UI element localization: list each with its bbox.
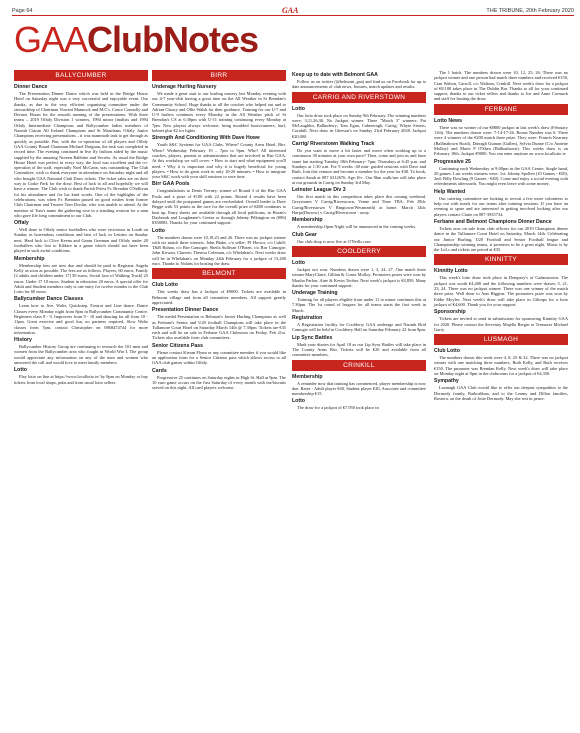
note-body: Training for all players eligible from under 11 to minor continues this at 7.30pm. The 1st round of leagues for all teams starts the first week in March. [292,297,426,313]
club-band-carrig-and-riverstown: CARRIG AND RIVERSTOWN [292,92,426,103]
club-band-ferbane: FERBANE [434,104,568,115]
masthead-light: GAA [14,19,88,60]
note-heading: Offaly [14,220,29,227]
club-band-birr: BIRR [152,70,286,81]
note-body: A reminder now that training has commenced, player membership is now due. Rates - Adult player €40, Student player €20, Associate and committee membership €15. [292,380,426,397]
note-heading: Presentation Dinner Dance [152,307,219,314]
note-body: Jackpot not won. Numbers drawn were 1, 3, 24, 27. One match three winner MaryClaire, Gillian & Conor Molloy. Promoters prizes were won by Martha Parlon, Aine & Kevin Tooher. Next week's jackpot is €4,850. Many thanks for your continued support. [292,266,426,288]
note-body: Learn how to Jive, Waltz, Quickstep, Foxtrot and Line dance. Dance Classes every Monday night from 8pm in Ballycumber Community Centre. Beginners class 8 - 9, Improvers from 9 - 10 and dancing for all from 10 - 11pm. Great exercise and good fun, no partners required. Slow Waltz classes from 7pm, contact Christopher on 0868474744 for more information. [14,303,148,335]
note-body: Well done to Offaly senior footballers who were victorious in Louth on Sunday in horrendous conditions and best of luck in Leitrim on Sunday next. Hard luck to Clive Keena and Garan Grennan and Offaly under 20 footballers who lost to Kildare in a game which should not have been played in such awful conditions. [14,227,148,254]
note-heading: Club Lotto [434,348,460,355]
note-heading: Lotto News [434,117,462,124]
issue-date: THE TRIBUNE, 20th February 2020 [486,8,574,14]
note-body: The numbers drawn this week were 4, 8, 25 & 32. There was no jackpot winner with one matching three numbers, Ruth Kelly, and Ruth receives €150. The promoter was Brendan Kelly. Next week's draw will take place on Monday night at 9pm in the clubrooms for a jackpot of €4,350. [434,355,568,376]
note-heading: Lotto [292,398,305,405]
note-body: Progressive 25 continues on Saturday nights in High St. Hall at 9pm. The 10 euro game occurs on the first Saturday of every month with tea/biscuits served on this night. All card players welcome. [152,374,286,391]
note-body: Ballycumber History Group are continuing to research the 101 men and women from the Ballycumber area who fought in World War I. The group would appreciate any information on any of the men and women who answered the call and would love to meet family members. [14,344,148,366]
note-heading: Ferbane and Belmont Champions Dinner Dance [434,218,552,225]
note-heading: Progressive 25 [434,158,471,165]
note-body: Tickets are invited to send in submissions for sponsoring Kinnitty GAA for 2020. Please contact the Secretary Majella Bergin or Treasurer Michael Garry. [434,316,568,332]
note-heading: Lip Sync Battles [292,334,333,341]
note-body: Please contact Kieran Flynn or any committee member if you would like an application form for a Senior Citizens pass which allows access to all GAA club games within Offaly. [152,349,286,366]
masthead-bold: ClubNotes [87,19,259,60]
note-heading: Underage Hurling Nursery [152,84,217,90]
header-rule [12,15,574,16]
note-body: The Presentation Dinner Dance which was held in the Bridge House Hotel on Saturday night was a very successful and enjoyable event. Our thanks, as due to the very efficient organising committee under the stewardship of Chairman Vincent Mannock and M.C's. Conor Connolly and Dermot Horan for the smooth running of the presentations. With three teams – 2019 Offaly Division 1 winners, 1994 minor finalists and 1994 Offaly Intermediate Champions and Ballycumber ladies members of Naomh Ciaran All Ireland Champions and St Manchans Offaly Junior Champions receiving presentations – it was mammoth task to get through as quickly as possible. But, with the co-operation of all players and Offaly GAA County Board Chairman Michael Duignan, the task was completed in record time. The evening continued in live fly fashion aided by the music supplied by the amazing Noreen Rabbitte and Secrets. As usual the Bridge House Hotel was perfect in every way, the food was excellent and the co-operation of the staff, especially Noel McCann, was outstanding. The Club Committee, wish to thank everyone in attendance on Saturday night and all who bought GAA National Club Draw tickets. The ticket sales are on their way to Croke Park for the draw. Best of luck to all and hopefully we will have a winner. The Club wish to thank Parish Priest Fr. Brendan O'Sullivan for his attendance and for his kind words. One of the highlights of the celebrations, was when Fr. Brendan passed on good wishes from former Club Chairman and Trustee Tom Doolin, who was unable to attend. At the mention of Tom's name the gathering rose in a standing ovation for a man who gave life long commitment to our Club. [14,91,149,218]
note-heading: Sympathy [434,378,459,385]
note-heading: Help Wanted [434,188,466,195]
note-body: The medal Presentation to Belmont's Junior Hurling Champions as well as Ferbane's Senior and U20 football Champions will take place in the Tullamore Court Hotel on Saturday March 14th @ 7.30pm. Tickets are €35 each and will be on sale in Ferbane GAA Clubroom on Friday, Feb 21st. Tickets also available from club committees. [152,314,286,341]
note-heading: Lotto [152,227,165,234]
note-body: Follow us on twitter (@belmont_gaa) and find us on Facebook for up to date announcements of club news, fixtures, match updates and results. [292,79,426,90]
note-heading: History [14,337,32,344]
section-label: GAA [282,6,299,15]
note-body: A membership Open Night will be announced in the coming weeks. [297,224,417,230]
note-heading: Senior Citizens Pass [152,342,204,349]
note-body: The draw for a jackpot of €7,950 took place in [297,405,379,411]
page-number: Page 64 [12,8,33,14]
note-body: Membership fees are now due and should be paid to Registrar Angela Kelly as soon as possible. The fees are as follows. Players, 60 euros, Family [2 adults and children under 17] 50 euros, Social [use of Walking Track] 25 euros. Under 17 10 euros. Student in education 20 euros. A special offer for Adult and Student members only is one entry for twelve months to the Club Lotto for 60 euros. [14,262,148,295]
column-4 [434,70,568,403]
note-heading: Membership [292,373,323,380]
note-body: Mark your diaries for April 18 as our Lip Sync Battles will take place in The County Arms Birr. Tickets will be €20 and available from all committee members. [292,341,426,358]
note-body: Our lotto draw took place on Sunday 9th February. The winning numbers were: 3,11,26,30. No Jackpot winner. Three "Match 3" winners: Pat McLaughlin, Ballinderry; Tom Egan, Cabreeragh, Carrig; Whyte Sisters, Cornhill. Next draw in Gleeson's on Sunday 23rd February 2020. Jackpot €20,000. [292,112,426,139]
note-body: Our catering committee are looking to recruit a few more volunteers to help out with meals for our teams after training sessions. If you have an evening to spare and are interested in getting involved looking after our players contact Claire on 087-3935734. [434,195,568,217]
club-band-kinnitty: KINNITTY [434,254,568,265]
column-2 [152,70,286,392]
note-heading: Membership [292,217,323,224]
note-body: Congratulations to Denis Tierney, winner of Round 3 of the Birr GAA Pools and a prize of €100 with 22 points. Round 4 results have been delayed until the postponed games are rescheduled. Overall leader is Dave Begge with 53 points as the race for the overall prize of €400 continues to heat up. Entry sheets are available through all local publicans, in Horan's Daybreak and Loughnane's Centra or through Johnny Pilkington on (086) 8358083. Thanks for your continued support. [152,188,286,226]
note-body: The numbers drawn were 10,18,23 and 26. There was no jackpot winner with six match three winners. John Blake, c/o seller; PJ Hoctor, c/o Cahill; T&R Rohan, c/o Birr Camogie; Sheila Sullivan O'Brien, c/o Birr Camogie; John Kirwan, Clareen; Theresa Coleman, c/o Whelahan's. Next weeks draw will be in Whelahan's on Monday 24th February for a jackpot of 13,200 euro. Thanks to Nolans for hosting the draw. [152,234,286,267]
note-heading: Club Lotto [152,282,178,289]
note-heading: Kinnitty Lotto [434,268,468,275]
note-body: Our first match in this competition takes place this coming weekend. Greystones V Carrig/Riverstown. Venue and Time TBA. Feb 29th: Carrig/Riverstown V Ringtown/Westmeath) at home. March 14th: Harps(Durrow) v Carrig/Riverstown - away. [292,194,426,216]
note-body: The 1 hatch. The numbers drawn were 10, 12, 25, 26. There was no jackpot winner and one person had match three numbers and received €150, Cian Walton, Carroll, c/o Waltons, Crinkill. Next week's draw for a jackpot of €8,100 takes place in The Dublin Bar. Thanks to all for your continued support, thanks to our ticket sellers and thanks to Joe and Anne Cormack and staff for hosting the draw. [434,70,568,102]
note-heading: Club Gear [292,231,317,238]
note-heading: Registration [292,315,323,322]
note-heading: Lotto [292,105,305,112]
note-body: Play lotto on line at https://www.locallotto.ie/ by 8pm on Monday or buy tickets from local shops, pubs and from usual lotto sellers. [14,374,148,385]
column-1 [14,70,148,387]
masthead [14,18,258,62]
note-heading: Lotto [14,367,27,374]
club-band-ballycumber: BALLYCUMBER [14,70,148,81]
club-band-coolderry: COOLDERRY [292,246,426,257]
note-heading: Lotto [292,259,305,266]
note-body: Tickets now on sale from club officers for our 2019 Champions dinner dance in the Tullamore Court Hotel on Saturday, March 14th. Celebrating our Junior Hurling, U20 Football and Senior Football league and Championship winning teams, it promises to be a great night. Music is by the LoLs and tickets are priced at €35. [434,225,568,253]
note-heading: Underage Training [292,290,338,297]
note-heading: Cards [152,367,167,374]
note-body: Youth S&C Systems for GAA Clubs. Where? County Arms Hotel, Birr. When? Wednesday February 19 – 7pm to 9pm. Who? All interested coaches, players, parents or administrators that are involved in Birr GAA. At this workshop we will cover: • How to start and what equipment you'll need. • Why it is important and why it is hugely beneficial for young players. • How to do great work in only 10-20 minutes. • How to integrate your S&C work with your skill sessions to save time. [152,142,286,180]
club-band-crinkill: CRINKILL [292,360,426,371]
note-body: Lusmagh GAA Club would like to offer our deepest sympathies to the Dermody family, Rathcabban, and to the Leamy and Dillon families, Rosrera, on the death of Josie Dermody. May she rest in peace. [434,385,568,401]
note-body: Our club shop is now live at O'Neills.com [297,238,371,244]
note-body: This weeks draw has a Jackpot of €9000. Tickets are available in Belmont village and from all committee members. All support greatly appreciated. [152,289,286,305]
club-band-lusmagh: LUSMAGH [434,334,568,345]
club-band-belmont: BELMONT [152,268,286,279]
note-body: This week's lotto draw took place in Dempsey's of Cadamstown. The jackpot was worth €4,400 and the following numbers were drawn; 5, 21, 23, 24. There was no jackpot winner. There was one winner of the match three prize. Well done to Ann Higgins. The promoters prize was won by Eddie Moyles. Next week's draw will take place in Giltraps for a lotto jackpot of €4,600. Thank you for your support. [434,275,568,307]
note-body: There was no winner of our €8800 jackpot in last week's draw (February 11th). The numbers drawn were: 7-14-17-26. Bonus Number was 6. There were 4 winners of the €200 match three prize. They were: Francis Kearney (Ballinahown Road), Darragh Guinan (Gallen), Sylvia Dunne (C/o Annette Molloy) and Marie P O'Shea (Ballinahown). This weeks draw is on February 18th, Jackpot €9000. You can enter anytime on www.locallotto.ie [434,124,568,157]
column-3 [292,70,426,413]
note-heading: Sponsorship [434,309,466,316]
note-heading: Membership [14,255,45,262]
note-heading: Dinner Dance [14,84,48,90]
note-heading: Carrig/ Riverstown Walking Track [292,141,375,148]
note-body: We made a great start to our hurling nursery last Monday evening with our 4-7 year-olds having a great time on the All Weather in St Brendan's Community School. Huge thanks to all the coaches who helped out and to Adrian Clancy and Ollie Walsh for their guidance. Training for our U-7 and U-9 hurlers continues every Monday in the All Weather pitch of St Brendan's CS at 6.30pm with U-11 training continuing every Monday at 7pm. New players always welcome, bring moulded boots/runners, hurl, helmet plus €2 for lights. [152,91,286,134]
note-body: Continuing each Wednesday at 9:00pm in the GAA Centre, Single hand, 20 games. Last weeks winners were: 1st: Johnny Spollen (10 Games - €50), 2nd: Billy Dowling (9 Games - €40). Come and enjoy a social evening with refreshments afterwards. You might even leave with some money. [434,165,568,187]
note-heading: Ballycumber Dance Classes [14,296,84,303]
note-body: A Registration facility for Coolderry GAA underage and Naomh Brid Camogie will be held in Coolderry Hall on Saturday February 22 from 8pm. [292,322,427,333]
note-body: Do you want to move a bit faster and move often working up to a continuous 30 minutes at your own pace? Then, come and join us and have some fun starting Tuesday 18th February- 7pm; Thursdays at 6:45 p.m. and Sundays at 1:30 a.m. For 9 weeks -40 min- guided sessions with Dave and Ruth. Join this venture and become a member for the year for €30. To book, contact Sarah at 087 6312676. Age:16+. Our 8km walk/run will take place at our grounds in Carrig on Sunday 3rd May. [292,148,426,185]
note-heading: Birr GAA Pools [152,181,190,188]
note-heading: Strength And Conditioning With Dave Howe [152,135,260,142]
note-heading: Keep up to date with Belmont GAA [292,72,378,78]
note-heading: Leinster League Div 3 [292,187,346,194]
